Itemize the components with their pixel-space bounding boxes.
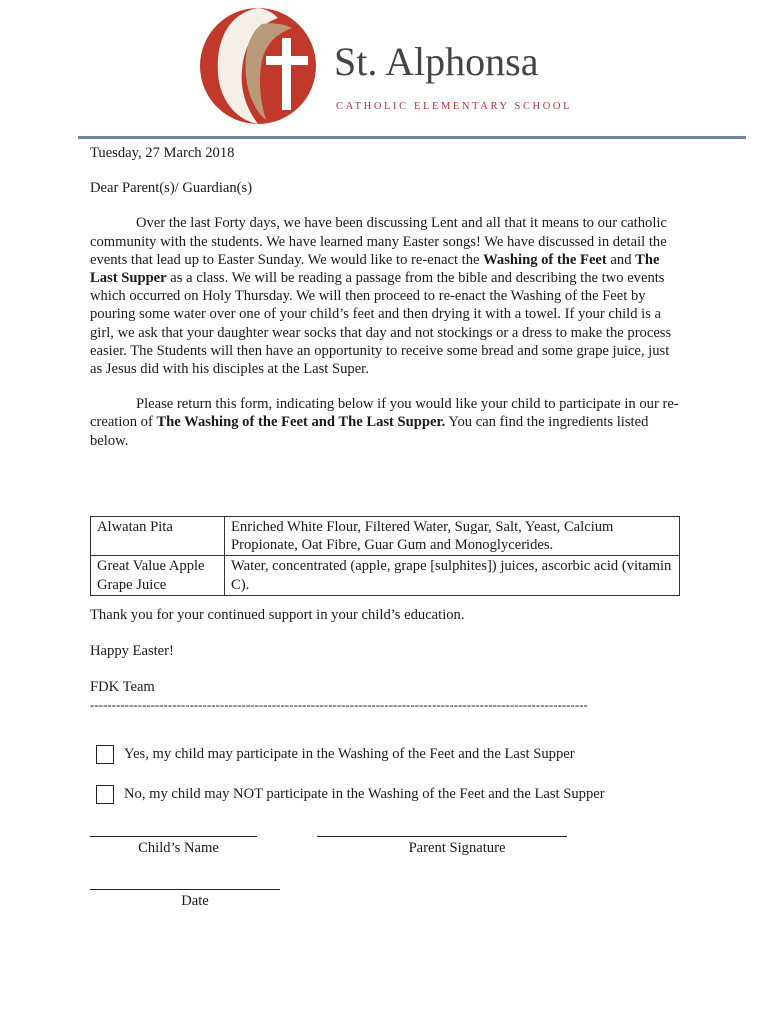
header-rule bbox=[78, 136, 746, 139]
paragraph-return-form bbox=[90, 395, 680, 450]
letter-body bbox=[90, 141, 680, 450]
yes-checkbox[interactable] bbox=[96, 745, 114, 764]
date-label: Date bbox=[181, 893, 209, 909]
product-ingredients: Water, concentrated (apple, grape [sulphites]) juices, ascorbic acid (vitamin C). bbox=[225, 556, 680, 595]
product-name: Alwatan Pita bbox=[91, 517, 225, 556]
paragraph-lent bbox=[90, 214, 680, 378]
no-checkbox[interactable] bbox=[96, 785, 114, 804]
option-no-row bbox=[96, 785, 605, 804]
option-no-label: No, my child may NOT participate in the Washing of the Feet and the Last Supper bbox=[124, 786, 605, 802]
product-name: Great Value Apple Grape Juice bbox=[91, 556, 225, 595]
table-row bbox=[91, 517, 680, 556]
child-name-line[interactable] bbox=[90, 836, 257, 837]
salutation: Dear Parent(s)/ Guardian(s) bbox=[90, 180, 253, 197]
date-line[interactable] bbox=[90, 889, 280, 890]
bold-text: Washing of the Feet bbox=[483, 251, 607, 268]
greeting-text: Happy Easter! bbox=[90, 643, 174, 660]
bold-text: The Last Supper bbox=[90, 251, 660, 287]
letter-date: Tuesday, 27 March 2018 bbox=[90, 145, 235, 161]
parent-signature-label: Parent Signature bbox=[408, 840, 506, 856]
parent-signature-line[interactable] bbox=[317, 836, 567, 837]
thanks-text: Thank you for your continued support in your child’s education. bbox=[90, 607, 465, 623]
table-row bbox=[91, 556, 680, 595]
paragraph-text: Over the last Forty days, we have been discussing Lent and all that it means to our catholic community with the students. We have learned many Easter songs! We have discussed in detail the events that lead up to Easter Sunday. We would like to re-enact the bbox=[90, 215, 667, 268]
cut-line-divider: ------------------------------------------------------------------------------------------------------------------- bbox=[90, 697, 588, 712]
school-subtitle: CATHOLIC ELEMENTARY SCHOOL bbox=[336, 101, 573, 112]
paragraph-text: as a class. We will be reading a passage from the bible and describing the two events which occurred on Holy Thursday. We will then proceed to re-enact the Washing of the Feet by pouring some water over one of your child’s feet and then drying it with a towel. If your child is a girl, we ask that your daughter wear socks that day and not stockings or a dress to make the process easier. The Students will then have an opportunity to receive some bread and some grape juice, just as Jesus did with his disciples at the Last Super. bbox=[90, 270, 672, 378]
option-yes-row bbox=[96, 745, 575, 764]
option-yes-label: Yes, my child may participate in the Washing of the Feet and the Last Supper bbox=[124, 746, 575, 762]
product-ingredients: Enriched White Flour, Filtered Water, Sugar, Salt, Yeast, Calcium Propionate, Oat Fibre, Guar Gum and Monoglycerides. bbox=[225, 517, 680, 556]
child-name-label: Child’s Name bbox=[138, 840, 219, 856]
ingredients-table bbox=[90, 516, 680, 596]
letterhead bbox=[0, 0, 770, 140]
bold-text: The Washing of the Feet and The Last Supper. bbox=[156, 414, 446, 431]
signoff-text: FDK Team bbox=[90, 679, 155, 696]
paragraph-text: You can find the ingredients listed below. bbox=[90, 414, 649, 449]
school-logo-icon bbox=[196, 4, 326, 134]
paragraph-text: Please return this form, indicating below if you would like your child to participate in our re-creation of bbox=[90, 396, 679, 431]
school-name: St. Alphonsa bbox=[334, 39, 539, 84]
paragraph-text: and bbox=[606, 251, 636, 268]
